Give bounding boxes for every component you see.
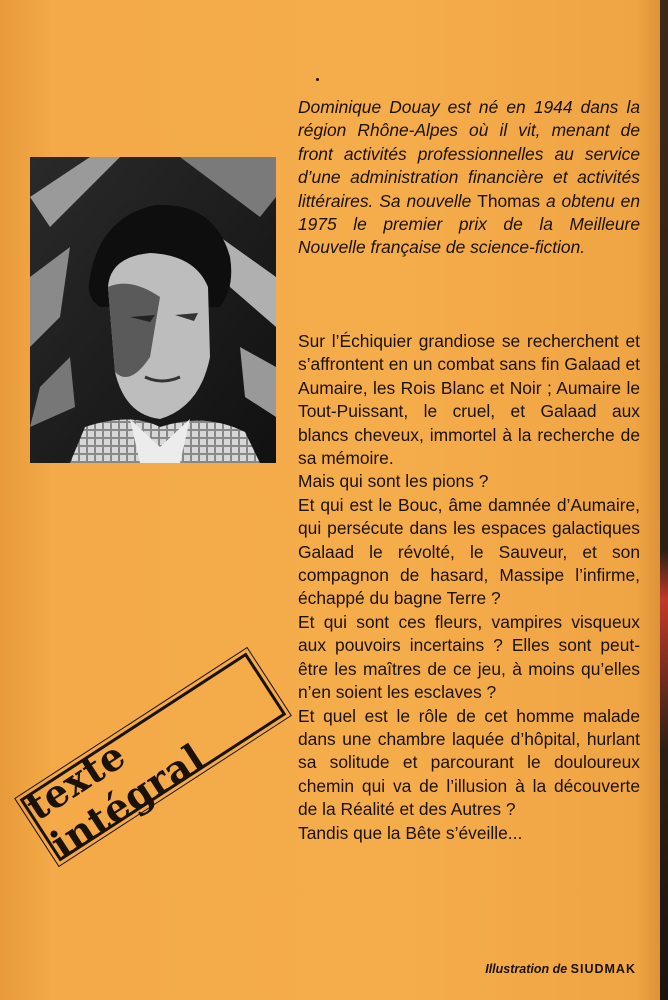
bio-text-start: Dominique Douay est né en 1944 dans la région Rhône-Alpes où il vit, menant de front activités professionnelles au service d’une administration financière et activités littéraires. Sa nouvelle xyxy=(298,97,640,211)
summary-paragraph: Et qui est le Bouc, âme damnée d’Aumaire, qui persécute dans les espaces galactiques Galaad le révolté, le Sauveur, et son compagnon de hasard, Massipe l’infirme, échappé du bagne Terre ? xyxy=(298,494,640,609)
stamp-text: texte intégral xyxy=(20,652,287,861)
illustration-credit xyxy=(485,962,636,976)
author-photo xyxy=(30,157,276,463)
summary-paragraph: Sur l’Échiquier grandiose se recherchent et s’affrontent en un combat sans fin Galaad et Aumaire, les Rois Blanc et Noir ; Aumaire le Tout-Puissant, le cruel, et Galaad aux blancs cheveux, immortel à la recherche de sa mémoire. xyxy=(298,331,640,469)
bio-text-end: a obtenu en 1975 le premier prix de la Meilleure Nouvelle française de science-fiction. xyxy=(298,190,640,258)
illustrator-name: SIUDMAK xyxy=(570,962,636,976)
summary-paragraph: Mais qui sont les pions ? xyxy=(298,471,489,492)
summary-paragraph: Et qui sont ces fleurs, vampires visqueux aux pouvoirs incertains ? Elles sont peut-être les maîtres de ce jeu, à moins qu’elles n’en soient les esclaves ? xyxy=(298,611,640,703)
author-portrait-image xyxy=(30,157,276,463)
author-bio xyxy=(298,96,640,260)
book-summary xyxy=(298,330,640,845)
bio-story-title: Thomas xyxy=(477,190,541,211)
print-dot xyxy=(316,78,319,81)
credit-prefix: Illustration de xyxy=(485,962,571,976)
summary-paragraph: Tandis que la Bête s’éveille... xyxy=(298,822,523,843)
summary-paragraph: Et quel est le rôle de cet homme malade dans une chambre laquée d’hôpital, hurlant sa solitude et parcourant le douloureux chemin qui va de l’illusion à la découverte de la Réalité et des Autres ? xyxy=(298,705,640,820)
spine-edge xyxy=(660,0,668,1000)
